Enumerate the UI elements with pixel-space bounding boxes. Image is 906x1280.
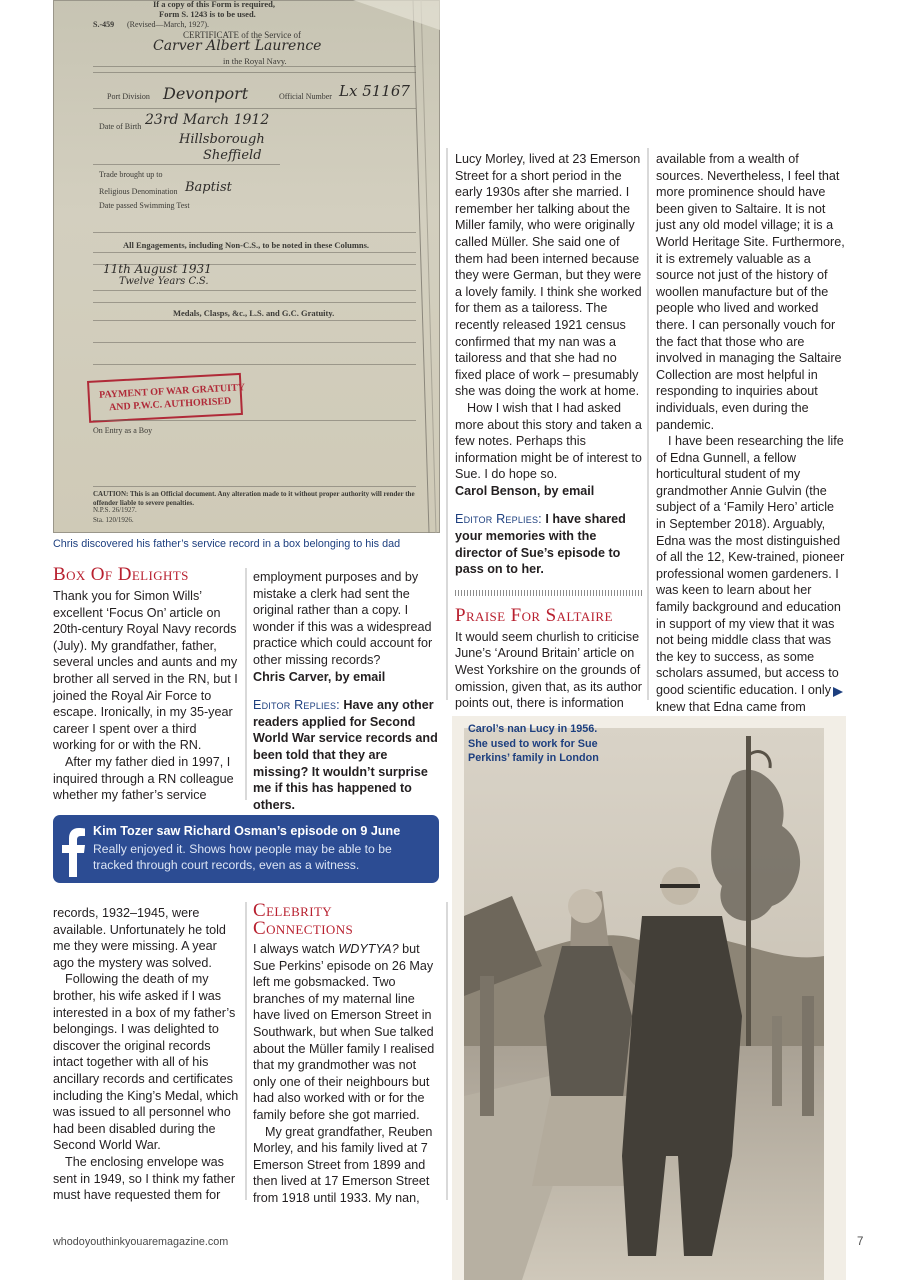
box-of-delights-col-2 bbox=[253, 569, 439, 813]
cert-trade-label: Trade brought up to bbox=[99, 170, 163, 179]
cert-official-number: Lx 51167 bbox=[339, 82, 410, 100]
celebrity-heading bbox=[253, 902, 439, 938]
page-number: 7 bbox=[857, 1236, 864, 1248]
cert-entry: On Entry as a Boy bbox=[93, 426, 153, 435]
cert-eng-period: Twelve Years C.S. bbox=[119, 276, 209, 287]
cert-navy: in the Royal Navy. bbox=[223, 56, 287, 66]
cert-port-label: Port Division bbox=[107, 92, 150, 101]
cert-revised: (Revised—March, 1927). bbox=[127, 20, 209, 29]
celebrity-heading-line-1: Celebrity bbox=[253, 900, 333, 921]
certificate-caption: Chris discovered his father’s service record in a box belonging to his dad bbox=[53, 538, 401, 550]
continue-arrow-icon bbox=[832, 686, 844, 698]
facebook-comment-body: Really enjoyed it. Shows how people may be able to be tracked through court records, even as a witness. bbox=[93, 842, 392, 872]
cert-dob-label: Date of Birth bbox=[99, 122, 142, 131]
cert-official-label: Official Number bbox=[279, 92, 332, 101]
celebrity-connections-col-2 bbox=[455, 151, 643, 712]
saltaire-p1: It would seem churlish to criticise June’s ‘Around Britain’ article on West Yorkshire on the grounds of omission, given that, as its author points out, there is information bbox=[455, 629, 642, 711]
cert-religion: Baptist bbox=[185, 180, 232, 195]
column-divider bbox=[245, 0, 247, 1280]
cert-religion-label: Religious Denomination bbox=[99, 187, 178, 196]
box-of-delights-p3: employment purposes and by mistake a clerk had sent the original rather than a copy. I wonder if this was a widespread practice which could account for other missing records? bbox=[253, 570, 433, 667]
editor-replies-label: Editor Replies: bbox=[253, 698, 340, 713]
couple-photo-image bbox=[452, 716, 846, 1280]
box-of-delights-col-1 bbox=[53, 565, 241, 804]
editor-replies-label: Editor Replies: bbox=[455, 512, 542, 527]
cert-sta: Sta. 120/1926. bbox=[93, 516, 134, 524]
cert-engagements: All Engagements, including Non-C.S., to be noted in these Columns. bbox=[123, 240, 370, 250]
celebrity-editor-reply bbox=[455, 511, 643, 577]
facebook-comment-title: Kim Tozer saw Richard Osman’s episode on 9 June bbox=[93, 824, 401, 838]
cert-caution: CAUTION: This is an Official document. Any alteration made to it without proper authority will render the offender liable to severe penalties. bbox=[93, 490, 415, 507]
cert-parish: Hillsborough bbox=[179, 132, 265, 147]
celebrity-heading-line-2: Connections bbox=[253, 918, 354, 939]
cert-header-1: If a copy of this Form is required, bbox=[153, 0, 275, 9]
celebrity-signature: Carol Benson, by email bbox=[455, 483, 595, 498]
cert-dob: 23rd March 1912 bbox=[145, 112, 270, 128]
box-of-delights-p1: Thank you for Simon Wills’ excellent ‘Focus On’ article on 20th-century Royal Navy records (July). My grandfather, father, several uncles and aunts and my brother all served in the RN, but I joined the Royal Air Force to escape. Ironically, in my 35-year career I spent over a third working for or with the RN. bbox=[53, 589, 238, 753]
editor-reply-text: I have shared your memories with the director of Sue’s episode to pass on to her. bbox=[455, 512, 626, 577]
footer-url: whodoyouthinkyouaremagazine.com bbox=[53, 1236, 229, 1248]
box-of-delights-lower-p2: Following the death of my brother, his wife asked if I was interested in a box of my father’s belongings. I was delighted to discover the original records intact together with all of his ancillary records and certificates including the King’s Medal, which was issued to all personnel who had been disabled during the Second World War. bbox=[53, 972, 239, 1153]
section-divider bbox=[455, 590, 643, 596]
celebrity-p1 bbox=[253, 941, 439, 1124]
saltaire-heading: Praise For Saltaire bbox=[455, 604, 613, 626]
box-of-delights-heading: Box Of Delights bbox=[53, 564, 189, 585]
box-of-delights-p2: After my father died in 1997, I inquired through a RN colleague whether my father’s service bbox=[53, 754, 234, 803]
box-of-delights-col-3 bbox=[53, 905, 241, 1204]
programme-title: WDYTYA? bbox=[338, 942, 399, 956]
box-of-delights-signature: Chris Carver, by email bbox=[253, 669, 386, 684]
celebrity-p1-start: I always watch bbox=[253, 942, 339, 956]
facebook-icon bbox=[60, 825, 86, 877]
celebrity-p2: My great grandfather, Reuben Morley, and his family lived at 7 Emerson Street from 1899 and then lived at 17 Emerson Street from 1918 until 1933. My nan, bbox=[253, 1124, 433, 1205]
box-of-delights-lower-p1: records, 1932–1945, were available. Unfortunately he told me they were missing. A year ago the mystery was solved. bbox=[53, 906, 226, 970]
cert-eng-date: 11th August 1931 bbox=[103, 262, 212, 276]
facebook-comment-box bbox=[53, 815, 439, 883]
cert-swim-label: Date passed Swimming Test bbox=[99, 201, 190, 210]
saltaire-col bbox=[656, 151, 846, 715]
box-of-delights-lower-p3: The enclosing envelope was sent in 1949, so I think my father must have requested them for bbox=[53, 1154, 236, 1203]
cert-name: Carver Albert Laurence bbox=[153, 38, 322, 54]
cert-port: Devonport bbox=[163, 84, 249, 103]
celebrity-p1-rest: but Sue Perkins’ episode on 26 May left me gobsmacked. Two branches of my maternal line have lived on Emerson Street in Southwark, but when Sue talked about the Müller family I realised that my grandmother was not only one of their neighbours but had also worked with or for the family before she got married. bbox=[253, 942, 435, 1122]
cert-stamp-line-2: AND P.W.C. AUTHORISED bbox=[108, 395, 232, 414]
couple-caption: Carol’s nan Lucy in 1956. She used to work for Sue Perkins’ family in London bbox=[468, 723, 599, 764]
cert-town: Sheffield bbox=[203, 148, 262, 163]
cert-npf: N.P.S. 26/1927. bbox=[93, 506, 137, 514]
column-divider bbox=[446, 0, 448, 1280]
box-of-delights-editor-reply bbox=[253, 697, 439, 813]
cert-form-no: S.-459 bbox=[93, 20, 115, 29]
celebrity-connections-col bbox=[253, 902, 439, 1207]
editor-reply-text: Have any other readers applied for Second World War service records and been told that they are missing? It wouldn’t surprise me if this has happened to others. bbox=[253, 698, 438, 812]
cert-header-2: Form S. 1243 is to be used. bbox=[159, 9, 256, 19]
cert-title: CERTIFICATE of the Service of bbox=[183, 30, 301, 40]
celebrity-p4: How I wish that I had asked more about this story and taken a few notes. Perhaps this information might be of interest to Sue. I do hope so. bbox=[455, 400, 642, 482]
cert-stamp-line-1: PAYMENT OF WAR GRATUITY bbox=[98, 382, 246, 401]
celebrity-p3: Lucy Morley, lived at 23 Emerson Street for a short period in the early 1930s after she married. I remember her talking about the Miller family, who were originally called Müller. She said one of them had been interned because they were German, but they were a lovely family. I think she worked for them as a tailoress. The recently released 1921 census confirmed that my nan was a tailoress and that she had no fixed place of work – presumably she was doing the work at home. bbox=[455, 152, 642, 399]
cert-medals: Medals, Clasps, &c., L.S. and G.C. Gratuity. bbox=[173, 308, 335, 318]
couple-photo bbox=[452, 716, 846, 1280]
saltaire-p1-cont: available from a wealth of sources. Nevertheless, I feel that more prominence should have been given to Saltaire. It is not just any old model village; it is a World Heritage Site. Furthermore, it is extremely valuable as a source not just of the history of woollen manufacture but of the people who lived and worked there. I can personally vouch for the fact that those who are involved in managing the Saltaire Collection are most helpful in responding to inquiries about individuals, even during the pandemic. bbox=[656, 152, 845, 432]
saltaire-p2: I have been researching the life of Edna Gunnell, a fellow horticultural student of my grandmother Annie Gulvin (the subject of a ‘Family Hero’ article in September 2018). Arguably, Edna was the most distinguished of all the 12, Kew-trained, pioneer professional women gardeners. I was keen to learn about her family background and education in support of my view that it was not being middle class that was the key to success, as some scholars assumed, but access to good scientific education. I only knew that Edna came from bbox=[656, 434, 845, 714]
